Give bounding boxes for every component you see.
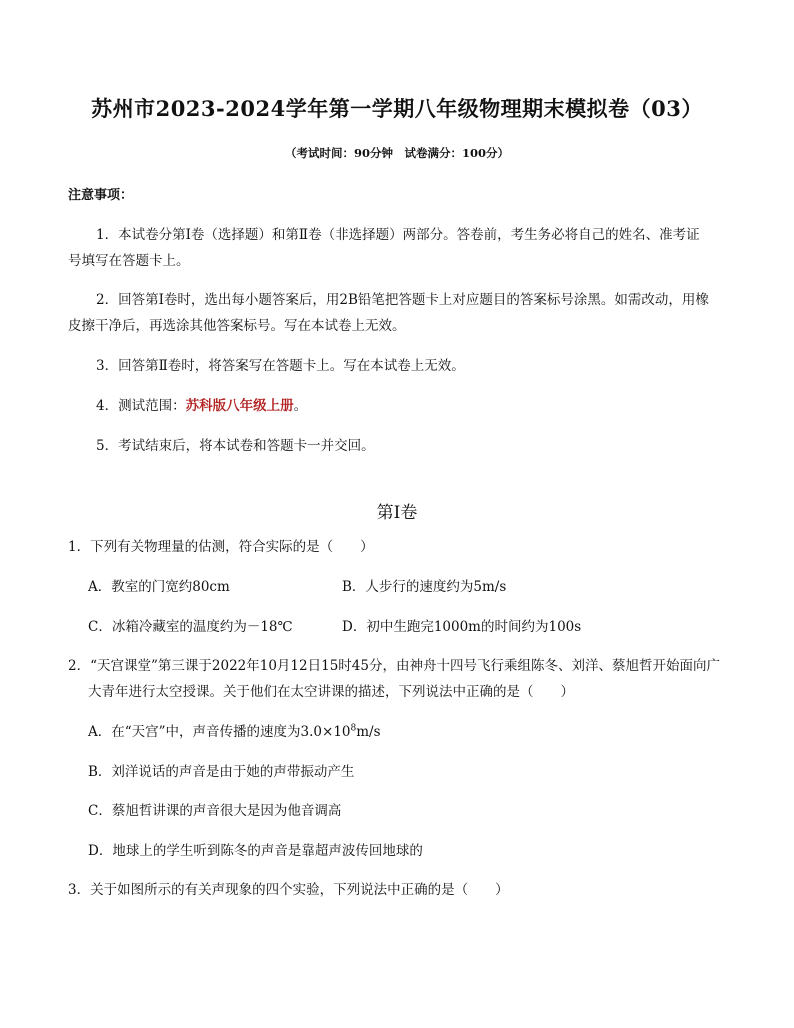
question-2-option-d: D．地球上的学生听到陈冬的声音是靠超声波传回地球的 <box>88 843 423 859</box>
question-1-option-c: C．冰箱冷藏室的温度约为－18℃ <box>88 619 293 635</box>
question-2-option-a-text: A．在“天宫”中，声音传播的速度为3.0×10 <box>88 724 351 740</box>
note-item-4-scope: 苏科版八年级上册 <box>185 398 294 414</box>
question-3-stem: 3．关于如图所示的有关声现象的四个实验，下列说法中正确的是（ ） <box>68 882 509 898</box>
exam-subtitle: （考试时间：90分钟 试卷满分：100分） <box>284 146 509 160</box>
question-2-option-a-unit: m/s <box>356 724 381 740</box>
question-1-option-d: D．初中生跑完1000m的时间约为100s <box>342 619 582 635</box>
note-item-4-prefix: 4．测试范围： <box>96 398 186 414</box>
note-item-1-line-1: 1．本试卷分第Ⅰ卷（选择题）和第Ⅱ卷（非选择题）两部分。答卷前，考生务必将自己的姓名、准考证 <box>96 227 700 243</box>
note-item-4 <box>96 397 307 415</box>
question-1-option-b: B．人步行的速度约为5m/s <box>342 579 507 595</box>
section-title: 第Ⅰ卷 <box>376 503 418 523</box>
exam-title: 苏州市2023-2024学年第一学期八年级物理期末模拟卷（03） <box>91 96 703 121</box>
note-item-2-line-2: 皮擦干净后，再选涂其他答案标号。写在本试卷上无效。 <box>68 318 406 334</box>
question-2-option-c: C．蔡旭哲讲课的声音很大是因为他音调高 <box>88 803 342 819</box>
note-item-5: 5．考试结束后，将本试卷和答题卡一并交回。 <box>96 438 375 454</box>
question-1-option-a: A．教室的门宽约80cm <box>88 579 230 595</box>
question-1-stem: 1．下列有关物理量的估测，符合实际的是（ ） <box>68 539 374 555</box>
note-item-4-suffix: 。 <box>293 398 308 414</box>
question-2-option-a <box>88 723 381 741</box>
question-2-option-b: B．刘洋说话的声音是由于她的声带振动产生 <box>88 764 355 780</box>
notes-heading: 注意事项： <box>68 188 134 203</box>
note-item-3: 3．回答第Ⅱ卷时，将答案写在答题卡上。写在本试卷上无效。 <box>96 358 465 374</box>
question-2-stem-line-1: 2．“天宫课堂”第三课于2022年10月12日15时45分，由神舟十四号飞行乘组陈冬、刘洋、蔡旭哲开始面向广 <box>68 658 720 674</box>
note-item-1-line-2: 号填写在答题卡上。 <box>68 253 190 269</box>
question-2-stem-line-2: 大青年进行太空授课。关于他们在太空讲课的描述，下列说法中正确的是（ ） <box>88 684 574 700</box>
note-item-2-line-1: 2．回答第Ⅰ卷时，选出每小题答案后，用2B铅笔把答题卡上对应题目的答案标号涂黑。如需改动，用橡 <box>96 292 709 308</box>
question-2-option-a-exponent: 8 <box>350 723 357 734</box>
